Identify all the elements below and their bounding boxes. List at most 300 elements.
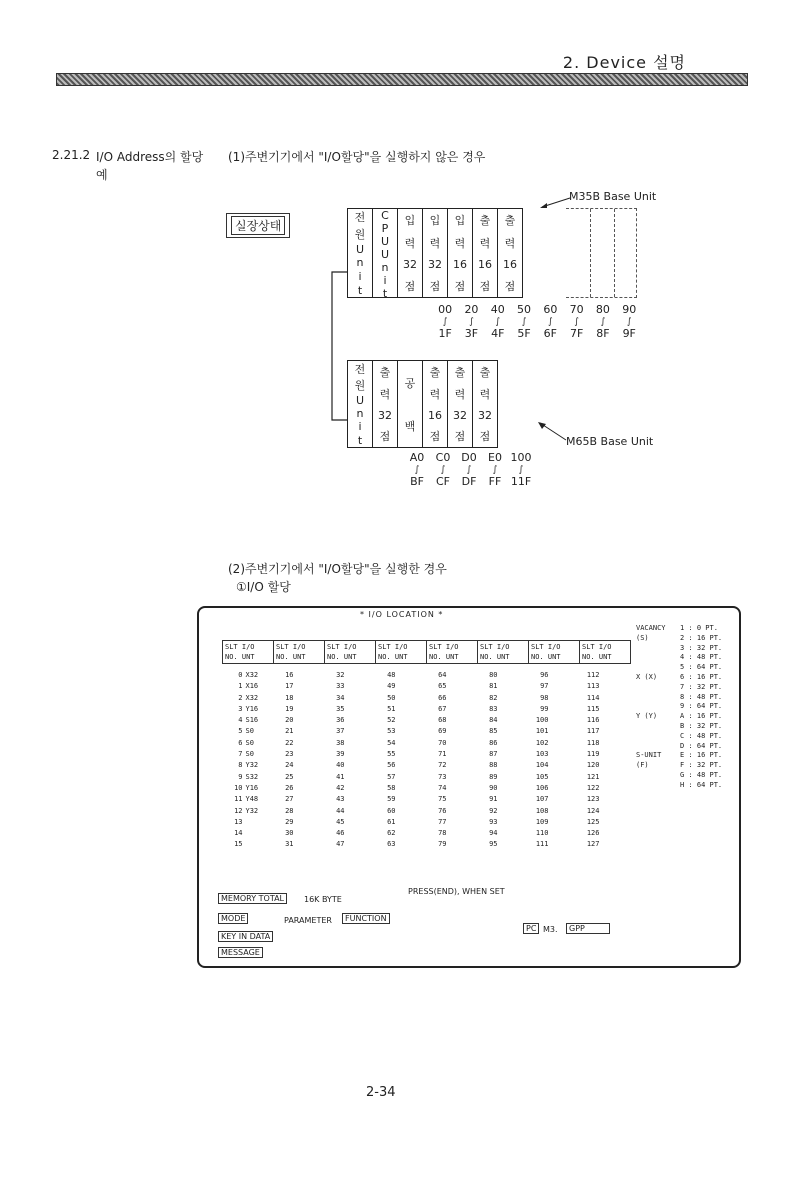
slot-number: 48 bbox=[387, 671, 396, 679]
table-row bbox=[223, 806, 631, 817]
vacancy-row bbox=[636, 624, 722, 634]
slot-char: 원 bbox=[354, 227, 366, 241]
table-row bbox=[223, 693, 631, 704]
slot-number: 110 bbox=[535, 829, 549, 838]
unit-type: Y32 bbox=[245, 806, 259, 815]
table-cell bbox=[529, 783, 580, 794]
table-row bbox=[223, 839, 631, 850]
slot-number: 24 bbox=[285, 761, 294, 770]
table-cell bbox=[478, 749, 529, 760]
slot-number: 119 bbox=[586, 750, 600, 759]
slot-char: U bbox=[355, 393, 365, 407]
case2-title: (2)주변기기에서 "I/O할당"을 실행한 경우 bbox=[228, 562, 447, 576]
slot-number: 11 bbox=[234, 795, 243, 804]
vacancy-value: A : 16 PT. bbox=[680, 712, 723, 721]
address-tilde: ∫ bbox=[518, 465, 524, 475]
vacancy-value: 4 : 48 PT. bbox=[680, 653, 723, 662]
table-cell bbox=[478, 726, 529, 737]
section-number: 2.21.2 bbox=[52, 148, 91, 162]
table-cell bbox=[274, 794, 325, 805]
table-cell bbox=[376, 704, 427, 715]
address-end: BF bbox=[410, 475, 424, 488]
address-range bbox=[456, 452, 482, 488]
column-header-line2: NO. UNT bbox=[582, 653, 612, 661]
screen-title: * I/O LOCATION * bbox=[360, 610, 444, 619]
page-number: 2-34 bbox=[366, 1085, 396, 1100]
slot-char: 력 bbox=[479, 388, 491, 402]
table-row bbox=[223, 817, 631, 828]
address-tilde: ∫ bbox=[495, 317, 501, 327]
slot-number: 23 bbox=[285, 750, 294, 759]
table-cell bbox=[580, 828, 631, 839]
slot-number: 29 bbox=[285, 817, 294, 826]
address-range bbox=[511, 304, 537, 340]
vacancy-value: 3 : 32 PT. bbox=[680, 643, 723, 652]
table-cell bbox=[223, 715, 274, 726]
slot-number: 96 bbox=[540, 671, 549, 679]
column-header bbox=[274, 641, 325, 664]
slot-number: 1 bbox=[238, 682, 243, 691]
table-cell bbox=[529, 817, 580, 828]
vacancy-value: E : 16 PT. bbox=[680, 751, 723, 760]
slot-char: 16 bbox=[428, 408, 442, 422]
table-cell bbox=[529, 828, 580, 839]
address-end: 6F bbox=[543, 327, 557, 340]
address-start: 00 bbox=[438, 303, 453, 316]
slot-char: 입 bbox=[454, 214, 466, 228]
m65b-addresses bbox=[404, 452, 534, 488]
vacancy-row bbox=[636, 663, 722, 673]
table-cell bbox=[529, 726, 580, 737]
status-label: 실장상태 bbox=[231, 216, 285, 235]
gpp-label: GPP bbox=[566, 923, 610, 934]
table-cell bbox=[376, 749, 427, 760]
table-cell bbox=[580, 693, 631, 704]
address-range bbox=[616, 304, 642, 340]
address-start: D0 bbox=[461, 451, 477, 464]
table-cell bbox=[580, 715, 631, 726]
unit-type: S0 bbox=[245, 738, 254, 747]
address-end: 5F bbox=[517, 327, 531, 340]
table-cell bbox=[427, 681, 478, 692]
table-cell bbox=[274, 817, 325, 828]
address-start: 60 bbox=[543, 303, 558, 316]
vacancy-group bbox=[636, 742, 680, 752]
table-cell bbox=[427, 726, 478, 737]
slot-number: 18 bbox=[285, 693, 294, 702]
slot-number: 127 bbox=[586, 840, 600, 849]
table-cell bbox=[274, 828, 325, 839]
table-row bbox=[223, 772, 631, 783]
table-cell bbox=[580, 749, 631, 760]
slot-number: 17 bbox=[285, 682, 294, 691]
slot-char: 32 bbox=[453, 408, 467, 422]
column-header bbox=[580, 641, 631, 664]
vacancy-row bbox=[636, 653, 722, 663]
slot-number: 83 bbox=[489, 704, 498, 713]
table-cell bbox=[223, 806, 274, 817]
vacancy-group bbox=[636, 653, 680, 663]
table-cell bbox=[325, 783, 376, 794]
table-cell bbox=[376, 839, 427, 850]
slot-number: 6 bbox=[238, 738, 243, 747]
slot-number: 8 bbox=[238, 761, 243, 770]
table-cell bbox=[223, 693, 274, 704]
vacancy-group: Y (Y) bbox=[636, 712, 658, 721]
slot-number: 41 bbox=[336, 772, 345, 781]
vacancy-value: 2 : 16 PT. bbox=[680, 633, 723, 642]
address-tilde: ∫ bbox=[469, 317, 474, 327]
address-range bbox=[563, 304, 589, 340]
table-cell bbox=[325, 817, 376, 828]
slot-number: 92 bbox=[489, 806, 498, 815]
table-row bbox=[223, 681, 631, 692]
table-cell bbox=[529, 749, 580, 760]
slot-number: 95 bbox=[489, 840, 498, 849]
rack-slot bbox=[373, 209, 398, 300]
table-row bbox=[223, 760, 631, 771]
address-range bbox=[458, 304, 484, 340]
slot-number: 99 bbox=[540, 704, 549, 713]
table-cell bbox=[376, 772, 427, 783]
table-cell bbox=[274, 726, 325, 737]
table-cell bbox=[376, 681, 427, 692]
slot-number: 105 bbox=[535, 772, 549, 781]
table-cell bbox=[529, 794, 580, 805]
slot-number: 89 bbox=[489, 772, 498, 781]
table-cell bbox=[274, 783, 325, 794]
slot-number: 60 bbox=[387, 806, 396, 815]
table-cell bbox=[529, 760, 580, 771]
vacancy-row bbox=[636, 683, 722, 693]
table-cell bbox=[325, 749, 376, 760]
case2-subtitle: ①I/O 할당 bbox=[236, 580, 291, 594]
table-cell bbox=[274, 760, 325, 771]
slot-char: 32 bbox=[478, 408, 492, 422]
unit-type: X32 bbox=[245, 693, 259, 702]
table-cell bbox=[325, 772, 376, 783]
table-cell bbox=[274, 772, 325, 783]
unit-type: Y32 bbox=[245, 761, 259, 770]
table-cell bbox=[478, 772, 529, 783]
table-cell bbox=[478, 681, 529, 692]
slot-number: 84 bbox=[489, 716, 498, 725]
slot-char: 력 bbox=[454, 388, 466, 402]
unit-type: Y16 bbox=[245, 783, 259, 792]
vacancy-legend bbox=[636, 624, 722, 791]
slot-number: 57 bbox=[387, 772, 396, 781]
address-tilde: ∫ bbox=[466, 465, 472, 475]
column-header-line2: NO. UNT bbox=[378, 653, 408, 661]
unit-type: S16 bbox=[245, 716, 259, 725]
slot-char: 출 bbox=[479, 366, 491, 380]
table-cell bbox=[529, 839, 580, 850]
vacancy-row bbox=[636, 781, 722, 791]
table-cell bbox=[274, 749, 325, 760]
table-cell bbox=[478, 738, 529, 749]
slot-number: 80 bbox=[489, 671, 498, 679]
column-header bbox=[478, 641, 529, 664]
slot-char: 점 bbox=[404, 279, 416, 293]
m65b-label: M65B Base Unit bbox=[566, 435, 654, 448]
vacancy-group bbox=[636, 702, 680, 712]
table-cell bbox=[223, 738, 274, 749]
header-rule bbox=[56, 73, 748, 86]
table-row bbox=[223, 704, 631, 715]
column-header-line2: NO. UNT bbox=[225, 653, 255, 661]
key-in-data-button[interactable]: KEY IN DATA bbox=[218, 931, 273, 942]
slot-number: 68 bbox=[438, 716, 447, 725]
vacancy-group bbox=[636, 781, 680, 791]
vacancy-row bbox=[636, 771, 722, 781]
slot-number: 78 bbox=[438, 829, 447, 838]
slot-number: 25 bbox=[285, 772, 294, 781]
empty-slots bbox=[566, 208, 637, 298]
table-cell bbox=[325, 715, 376, 726]
slot-char: 점 bbox=[429, 279, 441, 293]
table-cell bbox=[376, 806, 427, 817]
slot-number: 43 bbox=[336, 795, 345, 804]
vacancy-value: 6 : 16 PT. bbox=[680, 672, 723, 681]
slot-number: 22 bbox=[285, 738, 294, 747]
rack-slot bbox=[498, 209, 522, 297]
slot-number: 73 bbox=[438, 772, 447, 781]
slot-char: 출 bbox=[479, 214, 491, 228]
vacancy-value: H : 64 PT. bbox=[680, 780, 723, 789]
vacancy-row bbox=[636, 742, 722, 752]
table-cell bbox=[427, 794, 478, 805]
address-start: 70 bbox=[569, 303, 584, 316]
table-header-row bbox=[223, 641, 631, 664]
slot-number: 126 bbox=[586, 829, 600, 838]
slot-number: 67 bbox=[438, 704, 447, 713]
slot-char: 전 bbox=[354, 211, 366, 225]
slot-number: 53 bbox=[387, 727, 396, 736]
table-cell bbox=[223, 839, 274, 850]
address-end: 3F bbox=[464, 327, 479, 340]
slot-char: 16 bbox=[503, 257, 517, 271]
slot-char: 16 bbox=[453, 257, 467, 271]
table-cell bbox=[223, 828, 274, 839]
address-start: 40 bbox=[490, 303, 505, 316]
column-header-line2: NO. UNT bbox=[429, 653, 459, 661]
slot-number: 109 bbox=[535, 817, 549, 826]
table-cell bbox=[376, 670, 427, 681]
vacancy-row bbox=[636, 722, 722, 732]
address-end: DF bbox=[461, 475, 477, 488]
slot-number: 66 bbox=[438, 693, 447, 702]
slot-number: 98 bbox=[540, 693, 549, 702]
slot-char: 점 bbox=[429, 429, 441, 443]
slot-number: 32 bbox=[336, 671, 345, 679]
address-range bbox=[485, 304, 511, 340]
slot-number: 112 bbox=[586, 671, 600, 679]
address-end: 8F bbox=[596, 327, 610, 340]
table-cell bbox=[529, 681, 580, 692]
table-row bbox=[223, 749, 631, 760]
slot-number: 77 bbox=[438, 817, 447, 826]
slot-number: 42 bbox=[336, 783, 345, 792]
table-cell bbox=[580, 806, 631, 817]
vacancy-value: F : 32 PT. bbox=[680, 761, 723, 770]
rack-slot bbox=[423, 361, 448, 447]
table-cell bbox=[325, 670, 376, 681]
slot-number: 50 bbox=[387, 693, 396, 702]
vacancy-group bbox=[636, 722, 680, 732]
column-header-line2: NO. UNT bbox=[480, 653, 510, 661]
slot-char: 출 bbox=[504, 214, 516, 228]
slot-number: 85 bbox=[489, 727, 498, 736]
slot-number: 27 bbox=[285, 795, 294, 804]
address-range bbox=[482, 452, 508, 488]
slot-char: 점 bbox=[379, 429, 391, 443]
message-button[interactable]: MESSAGE bbox=[218, 947, 263, 958]
table-cell bbox=[427, 738, 478, 749]
rack-slot bbox=[448, 361, 473, 447]
vacancy-group bbox=[636, 663, 680, 673]
slot-number: 86 bbox=[489, 738, 498, 747]
slot-number: 47 bbox=[336, 840, 345, 849]
slot-number: 81 bbox=[489, 682, 498, 691]
slot-number: 64 bbox=[438, 671, 447, 679]
m35b-arrow bbox=[538, 196, 572, 210]
column-header-line2: NO. UNT bbox=[276, 653, 306, 661]
rack-slot bbox=[448, 209, 473, 297]
slot-char: 력 bbox=[504, 237, 516, 251]
slot-char: t bbox=[357, 433, 363, 447]
rack-slot bbox=[473, 361, 497, 447]
address-tilde: ∫ bbox=[492, 465, 498, 475]
slot-char: 점 bbox=[479, 279, 491, 293]
unit-type: S32 bbox=[245, 772, 259, 781]
slot-number: 116 bbox=[586, 716, 600, 725]
table-cell bbox=[478, 693, 529, 704]
slot-number: 76 bbox=[438, 806, 447, 815]
table-cell bbox=[580, 772, 631, 783]
slot-char: U bbox=[380, 248, 390, 261]
address-end: 4F bbox=[491, 327, 505, 340]
slot-number: 19 bbox=[285, 704, 294, 713]
slot-number: 52 bbox=[387, 716, 396, 725]
rack-slot bbox=[423, 209, 448, 297]
table-cell bbox=[325, 839, 376, 850]
slot-number: 31 bbox=[285, 840, 294, 849]
table-cell bbox=[478, 828, 529, 839]
address-end: 1F bbox=[438, 327, 452, 340]
table-cell bbox=[529, 738, 580, 749]
table-cell bbox=[376, 828, 427, 839]
slot-char: U bbox=[380, 235, 390, 248]
slot-char: 력 bbox=[379, 388, 391, 402]
status-label-box bbox=[226, 213, 290, 238]
slot-number: 70 bbox=[438, 738, 447, 747]
slot-number: 0 bbox=[238, 671, 243, 679]
table-cell bbox=[478, 839, 529, 850]
table-cell bbox=[325, 693, 376, 704]
slot-number: 79 bbox=[438, 840, 447, 849]
slot-number: 21 bbox=[285, 727, 294, 736]
table-cell bbox=[325, 726, 376, 737]
address-start: C0 bbox=[435, 451, 451, 464]
slot-number: 34 bbox=[336, 693, 345, 702]
slot-number: 125 bbox=[586, 817, 600, 826]
table-cell bbox=[325, 738, 376, 749]
column-header-line1: SLT I/O bbox=[378, 643, 408, 651]
slot-char: 점 bbox=[454, 429, 466, 443]
slot-number: 122 bbox=[586, 783, 600, 792]
table-cell bbox=[427, 670, 478, 681]
address-tilde: ∫ bbox=[574, 317, 579, 327]
address-tilde: ∫ bbox=[600, 317, 606, 327]
table-row bbox=[223, 828, 631, 839]
column-header-line1: SLT I/O bbox=[225, 643, 255, 651]
slot-number: 94 bbox=[489, 829, 498, 838]
slot-char: 출 bbox=[454, 366, 466, 380]
table-cell bbox=[325, 704, 376, 715]
table-cell bbox=[223, 783, 274, 794]
vacancy-value: G : 48 PT. bbox=[680, 770, 723, 779]
slot-number: 75 bbox=[438, 795, 447, 804]
m65b-base-rack bbox=[347, 360, 498, 448]
function-button[interactable]: FUNCTION bbox=[342, 913, 390, 924]
address-start: 20 bbox=[464, 303, 479, 316]
unit-type: X32 bbox=[245, 671, 259, 679]
slot-number: 38 bbox=[336, 738, 345, 747]
slot-number: 63 bbox=[387, 840, 396, 849]
slot-number: 120 bbox=[586, 761, 600, 770]
table-cell bbox=[274, 681, 325, 692]
slot-char: 력 bbox=[404, 237, 416, 251]
vacancy-value: 1 : 0 PT. bbox=[680, 624, 718, 632]
table-cell bbox=[325, 806, 376, 817]
slot-char: 출 bbox=[429, 366, 441, 380]
slot-number: 46 bbox=[336, 829, 345, 838]
table-cell bbox=[427, 817, 478, 828]
slot-number: 56 bbox=[387, 761, 396, 770]
slot-number: 93 bbox=[489, 817, 498, 826]
table-cell bbox=[580, 681, 631, 692]
slot-char: 32 bbox=[378, 408, 392, 422]
mode-button[interactable]: MODE bbox=[218, 913, 248, 924]
slot-char: 전 bbox=[354, 363, 366, 377]
slot-number: 74 bbox=[438, 783, 447, 792]
slot-number: 104 bbox=[535, 761, 549, 770]
m35b-label: M35B Base Unit bbox=[569, 190, 657, 203]
column-header-line1: SLT I/O bbox=[327, 643, 357, 651]
slot-number: 102 bbox=[535, 738, 549, 747]
table-cell bbox=[223, 670, 274, 681]
table-cell bbox=[274, 738, 325, 749]
slot-number: 36 bbox=[336, 716, 345, 725]
table-cell bbox=[376, 783, 427, 794]
memory-total-label: MEMORY TOTAL bbox=[218, 893, 287, 904]
table-cell bbox=[223, 772, 274, 783]
table-cell bbox=[376, 738, 427, 749]
vacancy-group bbox=[636, 644, 680, 654]
table-cell bbox=[529, 806, 580, 817]
slot-char: U bbox=[355, 242, 365, 256]
slot-char: 32 bbox=[403, 257, 417, 271]
slot-char: 점 bbox=[479, 429, 491, 443]
address-tilde: ∫ bbox=[626, 317, 632, 327]
table-cell bbox=[325, 681, 376, 692]
address-end: 9F bbox=[622, 327, 636, 340]
section-title: I/O Address의 할당예 bbox=[96, 150, 204, 182]
slot-char: 백 bbox=[404, 419, 416, 433]
slot-number: 117 bbox=[586, 727, 600, 736]
vacancy-row bbox=[636, 634, 722, 644]
vacancy-group bbox=[636, 693, 680, 703]
